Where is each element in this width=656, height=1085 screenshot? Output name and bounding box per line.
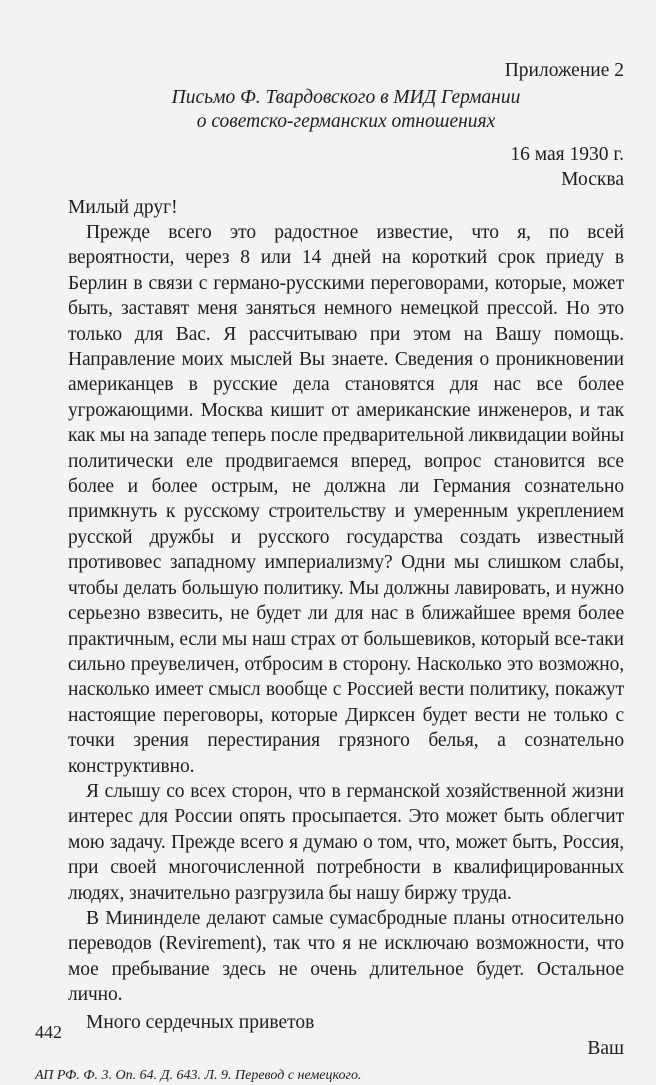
letter-date: 16 мая 1930 г.: [510, 144, 624, 165]
closing-regards: Много сердечных приветов: [86, 1011, 315, 1033]
paragraph-2: Я слышу со всех сторон, что в германской хозяйственной жизни интерес для России опять просыпается. Это может быть облегчит мою задачу. Прежде всего я думаю о том, что, может быть, Россия, при своей многочисленной потребности в квалифицированных людях, значительно разгрузила бы нашу биржу труда.: [68, 780, 624, 904]
letter-place: Москва: [561, 169, 624, 190]
signature: Ваш: [587, 1038, 624, 1059]
page-number: 442: [35, 1022, 62, 1042]
document-title: [68, 86, 624, 134]
salutation: Милый друг!: [68, 197, 178, 218]
date-block: [68, 142, 624, 192]
title-line-1: Письмо Ф. Твардовского в МИД Германии: [171, 87, 521, 108]
paragraph-1: Прежде всего это радостное известие, что я, по всей вероятности, через 8 или 14 дней на короткий срок приеду в Берлин в связи с германо-русскими переговорами, которые, может быть, заставят меня заняться немного немецкой прессой. Но это только для Вас. Я рассчитываю при этом на Вашу помощь. Направление моих мыслей Вы знаете. Сведения о проникновении американцев в русские дела становятся для нас все более угрожающими. Москва кишит от американские инженеров, и так как мы на западе теперь после предварительной ликвидации войны политически еле продвигаемся вперед, вопрос становится все более и более острым, не должна ли Германия сознательно примкнуть к русскому строительству и умеренным укреплением русской дружбы и русского государства создать известный противовес западному империализму? Одни мы слишком слабы, чтобы делать большую политику. Мы должны лавировать, и нужно серьезно взвесить, не будет ли для нас в ближайшее время более практичным, если мы наш страх от большевиков, который все-таки сильно преувеличен, отбросим в сторону. Насколько это возможно, насколько имеет смысл вообще с Россией вести политику, покажут настоящие переговоры, которые Дирксен будет вести не только с точки зрения перестирания грязного белья, а сознательно конструктивно.: [68, 222, 624, 777]
appendix-label: Приложение 2: [504, 60, 624, 81]
title-line-2: о советско-германских отношениях: [196, 111, 496, 132]
archive-source-note: АП РФ. Ф. 3. Оп. 64. Д. 643. Л. 9. Перевод с немецкого.: [35, 1068, 362, 1083]
paragraph-3: В Мининделе делают самые сумасбродные планы относительно переводов (Revirement), так что я не исключаю возможности, что мое пребывание здесь не очень длительное будет. Остальное лично.: [68, 907, 624, 1006]
